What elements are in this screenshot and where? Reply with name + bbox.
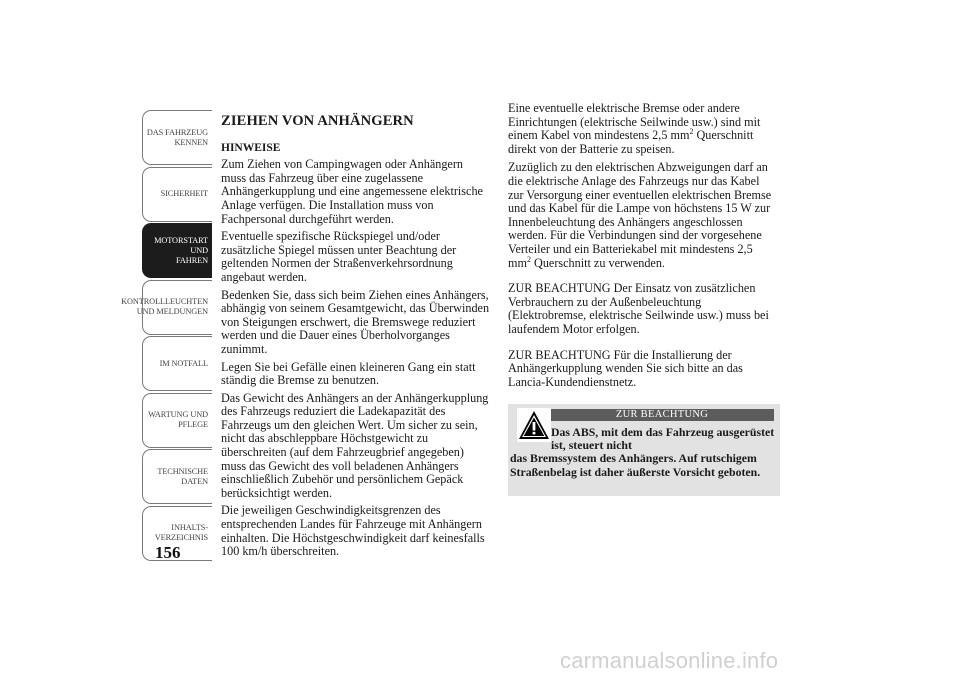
left-column <box>221 115 491 563</box>
note-paragraph: ZUR BEACHTUNG Für die Installierung der Anhängerkupplung wenden Sie sich bitte an das Lancia-Kundendienstnetz. <box>508 347 743 389</box>
paragraph: Bedenken Sie, dass sich beim Ziehen eines Anhängers, abhängig von seinem Gesamtgewicht, das Überwinden von Steigungen erschwert, die Bremswege reduziert werden und die Dauer eines Überholvorganges zunimmt. <box>221 287 490 356</box>
paragraph: Legen Sie bei Gefälle einen kleineren Gang ein statt ständig die Bremse zu benutzen. <box>221 359 476 388</box>
tab-technische-daten[interactable]: TECHNISCHE DATEN <box>142 449 212 504</box>
watermark: carmanualsonline.info <box>560 648 779 673</box>
paragraph: Zuzüglich zu den elektrischen Abzweigungen darf an die elektrische Anlage des Fahrzeugs nur das Kabel zur Versorgung einer eventuellen elektrischen Bremse und das Kabel für die Lampe von höchstens 15 W zur Innenbeleuchtung des Anhängers angeschlossen werden. Für die Verbindungen sind der vorgesehene Verteiler und ein Batteriekabel mit mindestens 2,5 $mm^2$ Querschnitt zu verwenden. <box>508 160 772 270</box>
section-subtitle: HINWEISE <box>221 141 281 154</box>
paragraph: Eine eventuelle elektrische Bremse oder andere Einrichtungen (elektrische Seilwinde usw.) sind mit einem Kabel von mindestens 2,5 $mm^2$ Querschnitt direkt von der Batterie zu speisen. <box>508 101 761 156</box>
tab-kontrollleuchten[interactable]: KONTROLLLEUCHTEN UND MELDUNGEN <box>142 280 212 335</box>
tab-wartung-und-pflege[interactable]: WARTUNG UND PFLEGE <box>142 393 212 448</box>
section-title: ZIEHEN VON ANHÄNGERN <box>221 113 414 129</box>
paragraph: Eventuelle spezifische Rückspiegel und/oder zusätzliche Spiegel müssen unter Beachtung der geltenden Normen der Straßenverkehrsordnung angebaut werden. <box>221 229 457 284</box>
paragraph: Zum Ziehen von Campingwagen oder Anhängern muss das Fahrzeug über eine zugelassene Anhängerkupplung und eine angemessene elektrische Anlage verfügen. Die Installation muss von Fachpersonal durchgeführt werden. <box>221 157 483 226</box>
page-number: 156 <box>155 543 181 562</box>
warning-label: ZUR BEACHTUNG <box>550 409 774 421</box>
tab-sicherheit[interactable]: SICHERHEIT <box>142 167 212 222</box>
paragraph: Das Gewicht des Anhängers an der Anhängerkupplung des Fahrzeugs reduziert die Ladekapazität des Fahrzeugs um den gleichen Wert. Um sicher zu sein, nicht das abschleppbare Höchstgewicht zu überschreiten (auf dem Fahrzeugbrief angegeben) muss das Gewicht des voll beladenen Anhängers einschließlich Zubehör und persönlichem Gepäck berücksichtigt werden. <box>221 390 489 500</box>
warning-text: Das ABS, mit dem das Fahrzeug ausgerüstet ist, steuert nicht das Bremssystem des Anhängers. Auf rutschigem Straßenbelag ist daher äußerste Vorsicht geboten. <box>510 425 775 479</box>
right-column <box>508 102 778 394</box>
paragraph: Die jeweiligen Geschwindigkeitsgrenzen des entsprechenden Landes für Fahrzeuge mit Anhängern einhalten. Die Höchstgeschwindigkeit darf keinesfalls 100 km/h überschreiten. <box>221 503 485 559</box>
warning-box <box>508 404 780 496</box>
tab-das-fahrzeug-kennen[interactable]: DAS FAHRZEUG KENNEN <box>142 110 212 165</box>
chapter-tabs <box>121 110 212 562</box>
tab-inhaltsverzeichnis[interactable]: INHALTS- VERZEICHNIS <box>142 506 212 561</box>
tab-motorstart-und-fahren[interactable]: MOTORSTART UND FAHREN <box>142 223 212 278</box>
tab-im-notfall[interactable]: IM NOTFALL <box>142 336 212 391</box>
note-paragraph: ZUR BEACHTUNG Der Einsatz von zusätzlichen Verbrauchern zu der Außenbeleuchtung (Elektrobremse, elektrische Seilwinde usw.) muss bei laufendem Motor erfolgen. <box>508 281 769 336</box>
